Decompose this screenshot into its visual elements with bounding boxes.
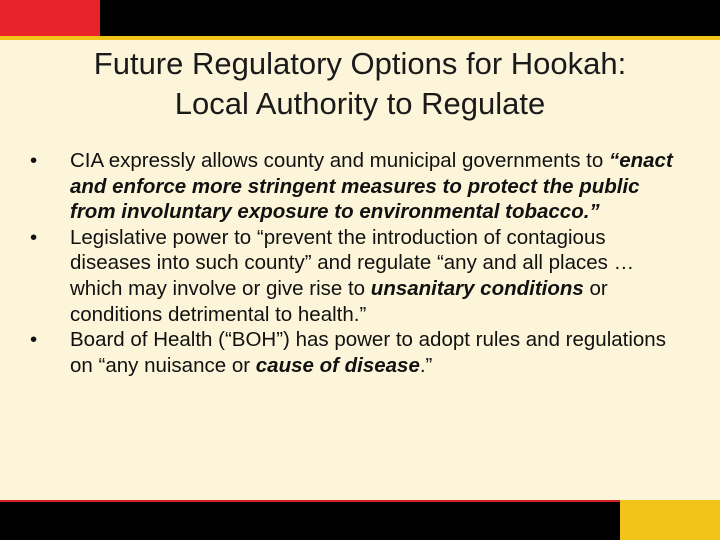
title-line-2: Local Authority to Regulate bbox=[174, 86, 546, 121]
bullet-item-board-of-health bbox=[30, 327, 680, 378]
bullet-emphasis: cause of disease bbox=[255, 353, 420, 377]
bullet-text: Board of Health (“BOH”) has power to adopt rules and regulations on “any nuisance or bbox=[70, 328, 666, 377]
bullet-icon: • bbox=[30, 225, 38, 249]
top-red-accent-block bbox=[0, 0, 100, 40]
bullet-text: Legislative power to “prevent the introduction of contagious diseases into such county” and regulate “any and all places … which may involve or give rise to bbox=[70, 225, 635, 300]
bullet-icon: • bbox=[30, 328, 38, 352]
bullet-icon: • bbox=[30, 149, 38, 172]
bullet-emphasis: unsanitary conditions bbox=[370, 276, 584, 300]
bullet-text-end: .” bbox=[419, 353, 433, 377]
slide-title bbox=[20, 44, 700, 124]
bottom-decorative-bar bbox=[0, 500, 720, 540]
bullet-text: CIA expressly allows county and municipal governments to bbox=[70, 149, 609, 172]
title-line-1: Future Regulatory Options for Hookah: bbox=[93, 46, 627, 81]
bullet-list bbox=[30, 148, 680, 378]
bullet-item-cia bbox=[30, 148, 680, 225]
bullet-text-end: or conditions detrimental to health.” bbox=[70, 276, 608, 326]
top-decorative-bar bbox=[0, 0, 720, 40]
top-yellow-stripe bbox=[0, 36, 720, 40]
bottom-red-stripe bbox=[0, 500, 720, 502]
bottom-yellow-accent-block bbox=[620, 500, 720, 540]
bullet-emphasis: “enact and enforce more stringent measures to protect the public from involuntary exposure to environmental tobacco.” bbox=[70, 149, 673, 224]
bullet-item-legislative-power bbox=[30, 225, 680, 327]
